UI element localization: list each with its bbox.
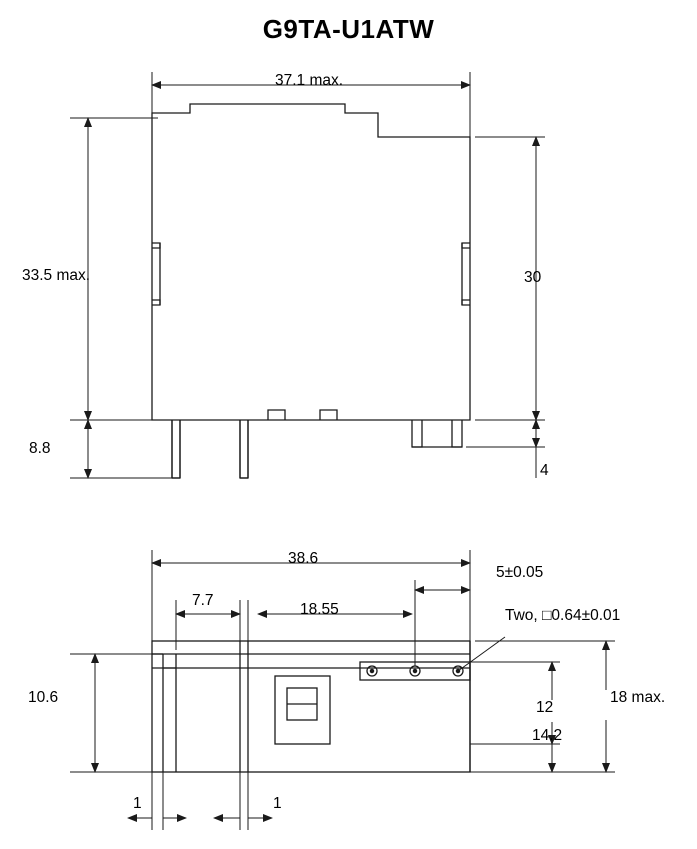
dim-label-pitch-5: 5±0.05 bbox=[496, 564, 544, 581]
note-two-square-holes: Two, □0.64±0.01 bbox=[505, 607, 621, 624]
bottom-view-outline bbox=[152, 641, 470, 772]
dim-label-height-max: 33.5 max. bbox=[22, 267, 91, 284]
dim-label-12: 12 bbox=[536, 699, 554, 716]
top-view-outline bbox=[152, 104, 470, 478]
dim-label-18-max: 18 max. bbox=[610, 689, 666, 706]
dim-label-inner-1: 1 bbox=[273, 795, 282, 812]
dim-label-body-height: 30 bbox=[524, 269, 542, 286]
dim-label-foot-height: 4 bbox=[540, 462, 549, 479]
dim-label-left-edge-1: 1 bbox=[133, 795, 142, 812]
top-view-dimension-lines bbox=[70, 72, 545, 478]
page-title: G9TA-U1ATW bbox=[262, 14, 435, 44]
dim-label-height-10-6: 10.6 bbox=[28, 689, 59, 706]
dim-label-offset-7-7: 7.7 bbox=[192, 592, 214, 609]
dim-label-14-2: 14.2 bbox=[532, 727, 563, 744]
dim-label-width-max: 37.1 max. bbox=[275, 72, 344, 89]
dim-label-overall-length: 38.6 bbox=[288, 550, 319, 567]
dim-label-terminal-height: 8.8 bbox=[29, 440, 51, 457]
dim-label-span-18-55: 18.55 bbox=[300, 601, 339, 618]
